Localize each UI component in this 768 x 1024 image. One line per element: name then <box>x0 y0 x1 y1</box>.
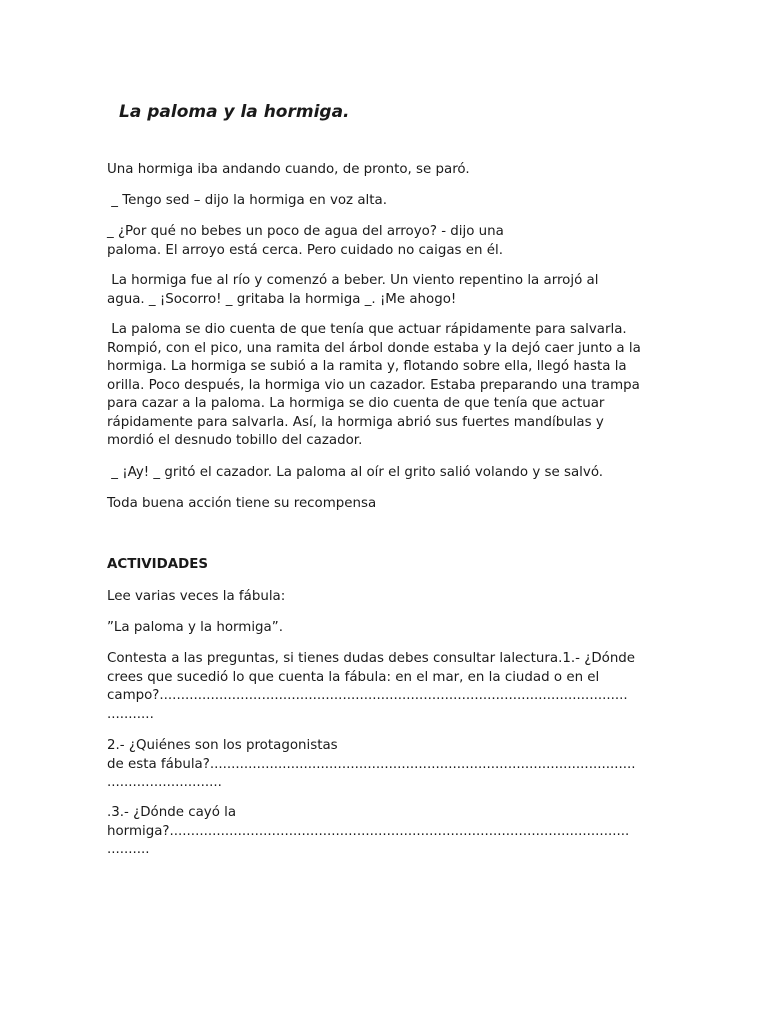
question-1: Contesta a las preguntas, si tienes dudas debes consultar lalectura.1.- ¿Dónde crees que sucedió lo que cuenta la fábula: en el mar, en la ciudad o en el campo?.............................................................................................................. ........... <box>107 651 636 722</box>
story-paragraph-2: _ Tengo sed – dijo la hormiga en voz alta. <box>107 193 387 208</box>
story-paragraph-1: Una hormiga iba andando cuando, de pronto, se paró. <box>107 162 470 177</box>
document-title: La paloma y la hormiga. <box>119 102 350 122</box>
story-paragraph-3: _ ¿Por qué no bebes un poco de agua del arroyo? - dijo una paloma. El arroyo está cerca. Pero cuidado no caigas en él. <box>107 224 504 258</box>
activities-instruction-1: Lee varias veces la fábula: <box>107 589 286 604</box>
story-paragraph-4: La hormiga fue al río y comenzó a beber. Un viento repentino la arrojó al agua. _ ¡Socorro! _ gritaba la hormiga _. ¡Me ahogo! <box>107 273 599 307</box>
activities-instruction-2: ”La paloma y la hormiga”. <box>107 620 283 635</box>
story-paragraph-6: _ ¡Ay! _ gritó el cazador. La paloma al oír el grito salió volando y se salvó. <box>107 465 604 480</box>
story-moral: Toda buena acción tiene su recompensa <box>107 496 377 511</box>
activities-heading: ACTIVIDADES <box>107 557 209 572</box>
question-2: 2.- ¿Quiénes son los protagonistas de esta fábula?.................................................................................................... ........................... <box>107 738 636 790</box>
story-paragraph-5: La paloma se dio cuenta de que tenía que actuar rápidamente para salvarla. Rompió, con el pico, una ramita del árbol donde estaba y la dejó caer junto a la hormiga. La hormiga se subió a la ramita y, flotando sobre ella, llegó hasta la orilla. Poco después, la hormiga vio un cazador. Estaba preparando una trampa para cazar a la paloma. La hormiga se dio cuenta de que tenía que actuar rápidamente para salvarla. Así, la hormiga abrió sus fuertes mandíbulas y mordió el desnudo tobillo del cazador. <box>107 322 641 448</box>
question-3: .3.- ¿Dónde cayó la hormiga?............................................................................................................ .......... <box>107 805 630 857</box>
